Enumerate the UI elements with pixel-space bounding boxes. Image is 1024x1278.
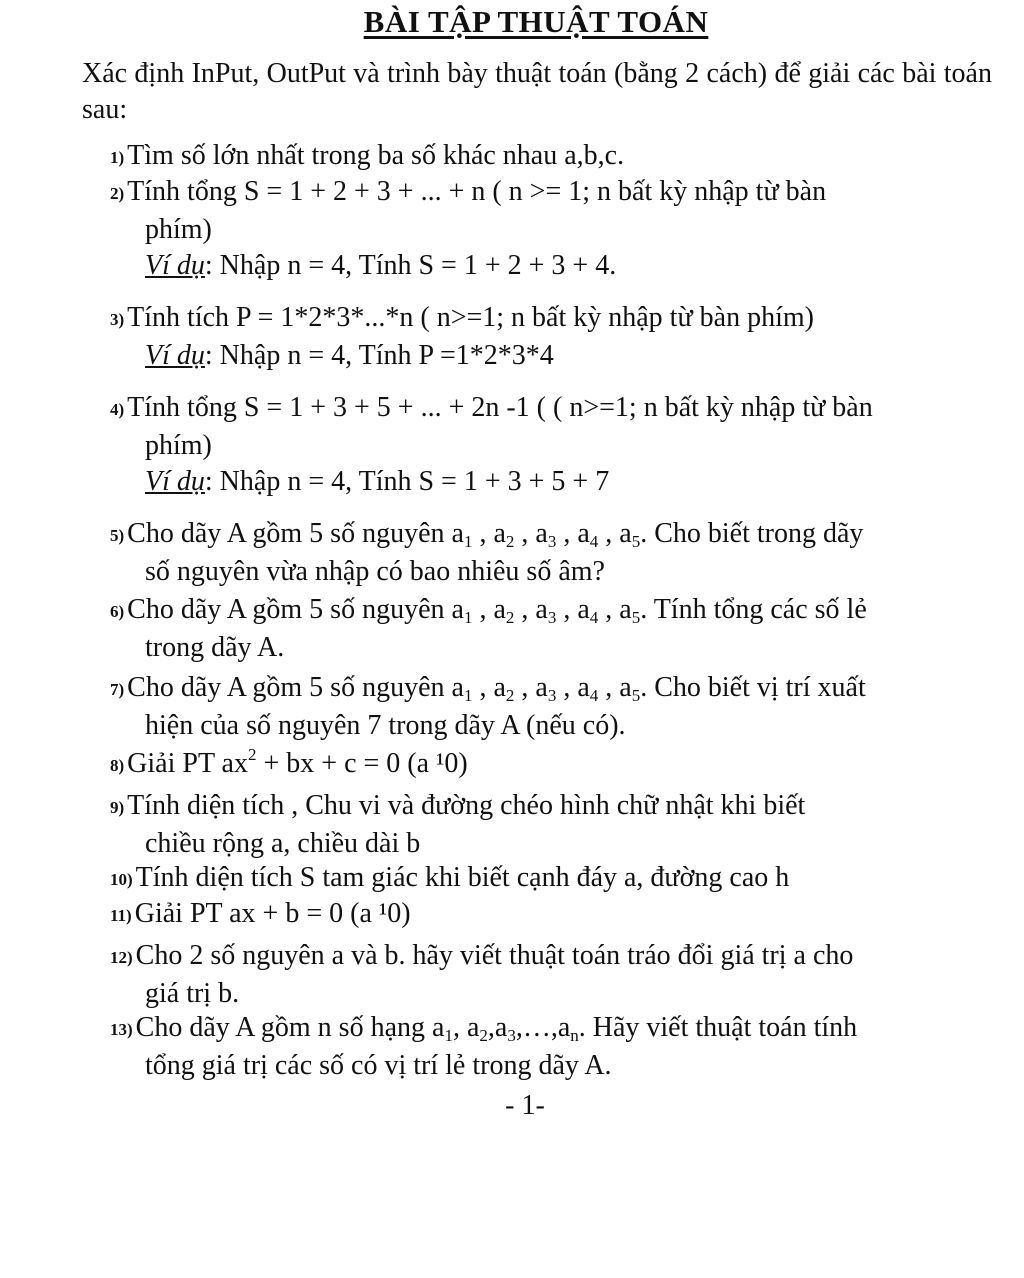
intro-paragraph: Xác định InPut, OutPut và trình bày thuật toán (bằng 2 cách) để giải các bài toán sau: [82,58,992,125]
exercise-text: Giải PT ax + b = 0 (a ¹0) [134,898,411,929]
exercise-text-continued: giá trị b. [145,978,240,1009]
exercise-10 [110,860,970,898]
exercise-7 [110,670,970,744]
exercise-number: 11) [110,906,132,925]
example-line [110,338,970,374]
example-line [110,464,970,500]
exercise-text-tail: . Tính tổng các số lẻ [640,594,867,625]
exercise-text: Giải PT ax [127,748,248,779]
exercise-6 [110,592,970,666]
exercise-text: Tính diện tích , Chu vi và đường chéo hình chữ nhật khi biết [127,790,806,821]
exercise-text: Cho dãy A gồm 5 số nguyên [127,518,452,549]
exercise-text: Cho dãy A gồm n số hạng a [135,1012,445,1043]
sequence-a1-a5: $a_1$ , $a_2$ , $a_3$ , $a_4$ , $a_5$ [451,672,641,705]
exercise-text: Tính diện tích S tam giác khi biết cạnh đáy a, đường cao h [135,862,790,893]
exercise-number: 1) [110,148,125,167]
exercise-8 [110,746,970,784]
exercise-text-continued: hiện của số nguyên 7 trong dãy A (nếu có). [145,710,626,741]
exercise-5 [110,516,970,590]
exercise-number: 4) [110,400,125,419]
sequence-a1-a5: $a_1$ , $a_2$ , $a_3$ , $a_4$ , $a_5$ [451,518,641,551]
exercise-number: 9) [110,798,125,817]
example-label: Ví dụ [145,250,205,281]
exercise-number: 7) [110,680,125,699]
exercise-text: Tính tổng S = 1 + 2 + 3 + ... + n ( n >= 1; n bất kỳ nhập từ bàn [127,176,827,207]
exercise-1 [110,138,970,176]
exercise-text-continued: tổng giá trị các số có vị trí lẻ trong dãy A. [145,1050,612,1081]
exercise-2 [110,174,970,284]
exercise-11 [110,896,970,934]
exercise-13: 13) Cho dãy A gồm n số hạng $a_1$, $a_2,a_3,\dots,a_n$. Hãy viết thuật toán tính tổng giá trị các số có vị trí lẻ trong dãy A. [110,1010,970,1084]
sequence-a1-a5: $a_1$ , $a_2$ , $a_3$ , $a_4$ , $a_5$ [451,594,641,627]
exercise-12 [110,938,970,1012]
page-number: - 1- [505,1090,545,1121]
exercise-text-tail: . Hãy viết thuật toán tính [578,1012,858,1043]
exponent: 2 [247,745,257,764]
exercise-9 [110,788,970,862]
exercise-number: 5) [110,526,125,545]
exercise-number: 3) [110,310,125,329]
exercise-4 [110,390,970,500]
page-title: BÀI TẬP THUẬT TOÁN [363,4,709,39]
exercise-text-tail: + bx + c = 0 (a ¹0) [256,748,468,779]
exercise-text-tail: . Cho biết trong dãy [640,518,864,549]
exercise-number: 13) [110,1020,133,1039]
exercise-text: Tính tổng S = 1 + 3 + 5 + ... + 2n -1 ( ( n>=1; n bất kỳ nhập từ bàn [127,392,873,423]
example-text: : Nhập n = 4, Tính P =1*2*3*4 [204,340,554,371]
example-label: Ví dụ [145,466,205,497]
exercise-number: 6) [110,602,125,621]
exercise-number: 8) [110,756,125,775]
exercise-text: Cho dãy A gồm 5 số nguyên [127,672,452,703]
example-label: Ví dụ [145,340,205,371]
exercise-text-continued: số nguyên vừa nhập có bao nhiêu số âm? [145,556,605,587]
exercise-3 [110,300,970,374]
exercise-number: 2) [110,184,125,203]
exercise-text: Cho 2 số nguyên a và b. hãy viết thuật toán tráo đổi giá trị a cho [135,940,854,971]
exercise-text-tail: . Cho biết vị trí xuất [640,672,866,703]
exercise-text: Tìm số lớn nhất trong ba số khác nhau a,b,c. [127,140,625,171]
exercise-text: Cho dãy A gồm 5 số nguyên [127,594,452,625]
example-line [110,248,970,284]
exercise-text-continued: chiều rộng a, chiều dài b [145,828,421,859]
exercise-text-continued: phím) [145,214,212,245]
exercise-number: 12) [110,948,133,967]
example-text: : Nhập n = 4, Tính S = 1 + 2 + 3 + 4. [204,250,617,281]
exercise-text: Tính tích P = 1*2*3*...*n ( n>=1; n bất kỳ nhập từ bàn phím) [127,302,814,333]
exercise-text-continued: trong dãy A. [145,632,285,663]
exercise-number: 10) [110,870,133,889]
example-text: : Nhập n = 4, Tính S = 1 + 3 + 5 + 7 [204,466,610,497]
exercise-text-continued: phím) [145,430,212,461]
